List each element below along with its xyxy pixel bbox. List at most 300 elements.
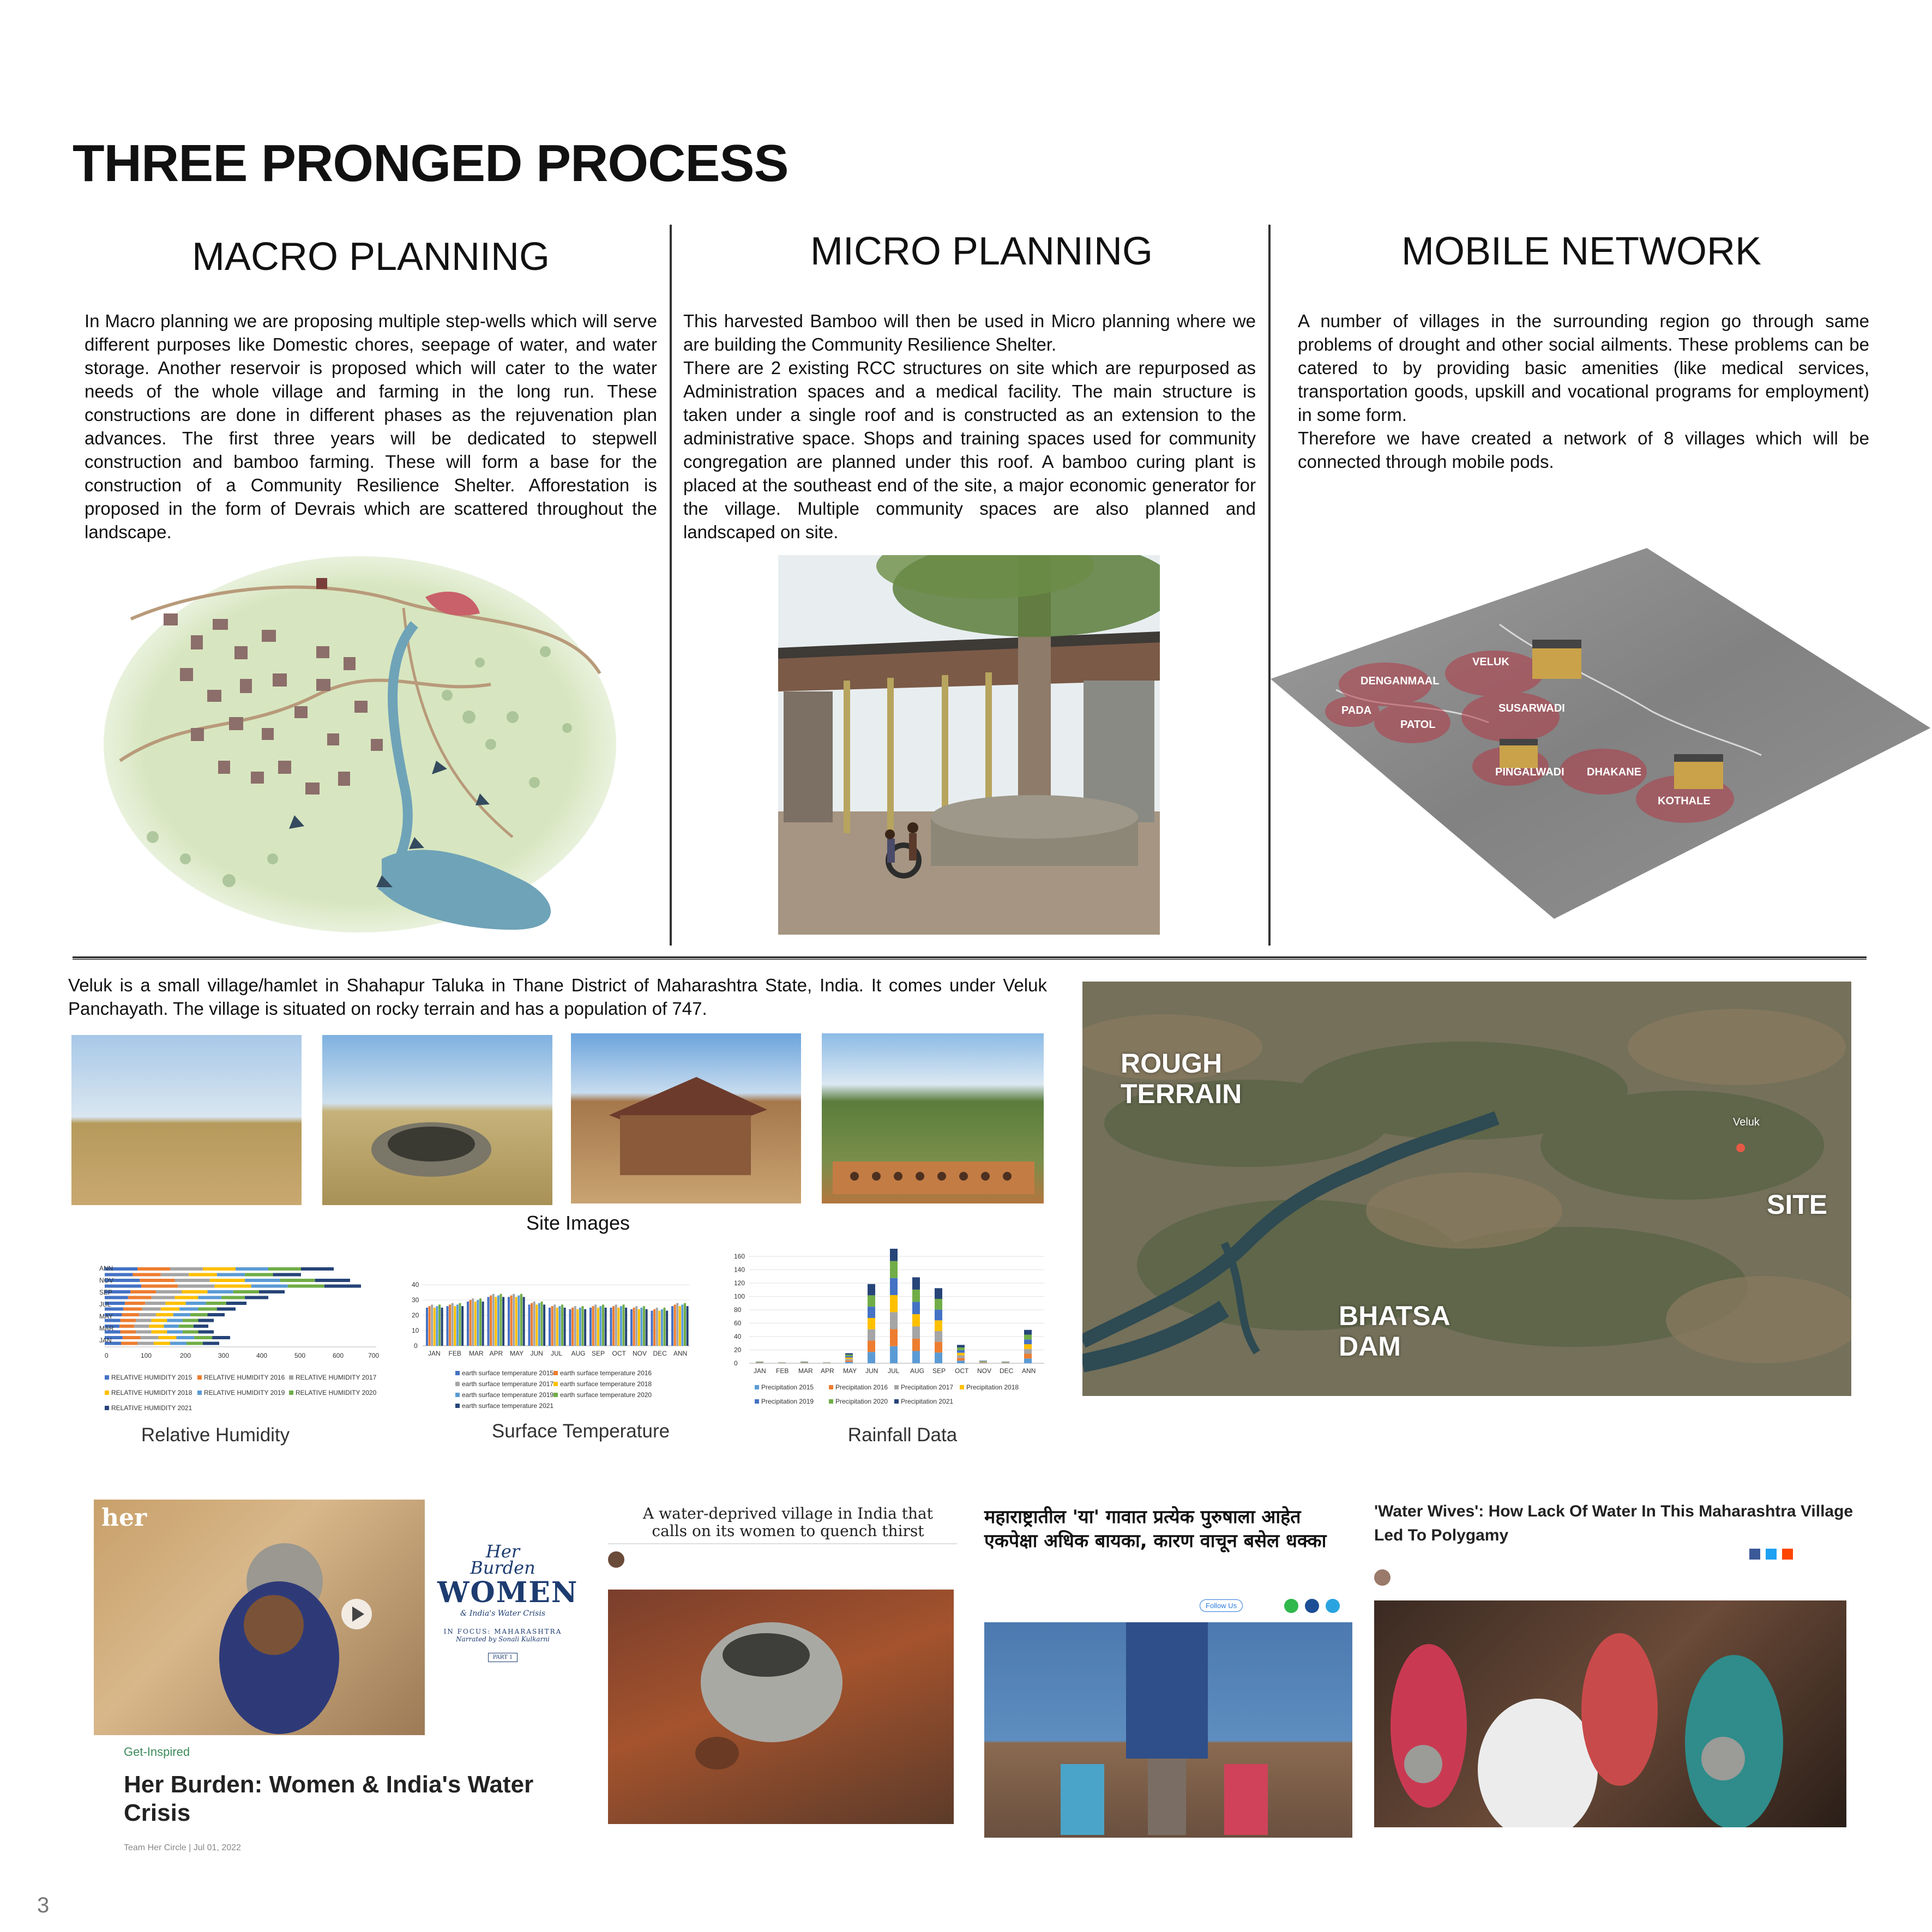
temperature-bar [615,1304,617,1346]
temperature-bar [576,1309,579,1346]
temperature-bar [571,1308,574,1346]
humidity-legend-2016: RELATIVE HUMIDITY 2016 [204,1374,285,1381]
humidity-bar-segment [233,1290,259,1293]
humidity-bar-segment [198,1296,221,1299]
humidity-bar-segment [301,1267,334,1271]
humidity-ylabel-may: MAY [99,1313,113,1320]
rainfall-month-label: SEP [932,1367,946,1375]
village-label-patol: PATOL [1400,719,1436,731]
rainfall-bar-segment [890,1295,898,1312]
share-reddit-icon[interactable] [1782,1549,1793,1560]
humidity-bar-segment [186,1302,206,1305]
rainfall-bar-segment [912,1351,920,1363]
article-water-wives[interactable] [1374,1494,1859,1854]
temperature-bar [477,1300,479,1346]
satellite-site-map [1082,982,1851,1396]
bhatsa-dam-label-line1: BHATSA [1339,1301,1450,1331]
humidity-bar-segment [179,1308,198,1311]
humidity-bar-segment [164,1325,179,1328]
humidity-bar-segment [170,1342,186,1345]
rainfall-bar-segment [957,1345,965,1347]
humidity-bar-segment [194,1325,208,1328]
humidity-bar-segment [288,1285,324,1288]
temperature-bar [551,1306,553,1346]
bhatsa-dam-label [1339,1301,1450,1362]
humidity-bar-segment [176,1336,194,1339]
temperature-bar [454,1306,456,1346]
temperature-bar [687,1306,689,1346]
temperature-bar [610,1308,612,1346]
temperature-bar [681,1304,683,1346]
rainfall-bar-segment [845,1361,853,1362]
temperature-bar [646,1309,648,1346]
temperature-bar [558,1306,561,1346]
site-label: SITE [1767,1189,1828,1220]
side-title-focus: IN FOCUS: MAHARASHTRA [443,1628,562,1635]
humidity-bar-segment [182,1290,207,1293]
rainfall-bar-segment [912,1290,920,1302]
temperature-bar [531,1303,533,1346]
humidity-bar-segment [178,1285,214,1288]
temperature-bar [661,1309,663,1346]
rainfall-month-label: JAN [754,1367,766,1375]
section-divider [73,956,1867,960]
temperature-bar [523,1297,525,1346]
temperature-bar [599,1306,601,1346]
temperature-bar [602,1304,604,1346]
humidity-legend-2018: RELATIVE HUMIDITY 2018 [111,1389,192,1397]
humidity-xtick-500: 500 [294,1352,306,1359]
humidity-bar-segment [121,1319,136,1322]
rainfall-bar-segment [890,1261,898,1278]
humidity-ylabel-nov: NOV [99,1277,114,1284]
rainfall-bar-segment [868,1307,875,1318]
temperature-bar [684,1303,686,1346]
temperature-bar [528,1304,531,1346]
mobile-network-map [1271,548,1930,919]
rainfall-bar-segment [890,1249,898,1261]
temperature-bar [436,1306,438,1346]
rainfall-bar-segment [957,1353,965,1356]
humidity-bar-segment [245,1296,268,1299]
temperature-bar [617,1308,619,1346]
article-water-deprived-photo [608,1590,954,1824]
humidity-legend-2020: RELATIVE HUMIDITY 2020 [296,1389,377,1397]
humidity-xtick-400: 400 [256,1352,268,1359]
humidity-bar-segment [123,1308,142,1311]
side-title-women: WOMEN [437,1576,579,1609]
temperature-month-label: FEB [448,1350,461,1357]
humidity-bar-segment [179,1325,194,1328]
humidity-bar-segment [236,1267,268,1271]
temperature-bar [643,1306,645,1346]
micro-planning-text-2: There are 2 existing RCC structures on site which are repurposed as Administration spaces and a medical facility. The main structure is taken under a single roof and is constructed as an extension to the administrative space. Shops and training spaces used for community congregation are planned under this roof. A bamboo curing plant is placed at the southeast end of the site, a major economic generator for the village. Multiple community spaces are also planned and landscaped on site. [683,358,1256,542]
temp-ytick-10: 10 [412,1327,419,1334]
share-facebook-icon[interactable] [1749,1549,1760,1560]
rainfall-month-label: OCT [955,1367,969,1375]
humidity-ylabel-sep: SEP [99,1289,113,1296]
temperature-bar [495,1297,497,1346]
humidity-bar-segment [208,1313,225,1316]
temp-legend-2017: earth surface temperature 2017 [462,1380,554,1388]
humidity-bar-segment [159,1336,177,1339]
rainfall-month-label: MAY [843,1367,857,1375]
macro-planning-text: In Macro planning we are proposing multiple step-wells which will serve different purposes like Domestic chores, seepage of water, and water storage. Another reservoir is proposed which will cater to the water needs of the whole village and farming in the long run. These constructions are done in different phases as the rejuvenation plan advances. The first three years will be dedicated to stepwell construction and bamboo farming. These will form a base for the construction of a Community Resilience Shelter. Afforestation is proposed in the form of Devrais which are scattered throughout the landscape. [85,311,657,542]
rainfall-bar-segment [912,1314,920,1327]
surface-temperature-caption: Surface Temperature [491,1421,670,1442]
rainfall-bar-segment [868,1295,875,1307]
temperature-bar [479,1298,482,1346]
humidity-bar-segment [154,1342,170,1345]
micro-planning-heading: MICRO PLANNING [810,230,1153,273]
temperature-bar [510,1296,513,1346]
humidity-bar-segment [324,1285,361,1288]
humidity-bar-segment [203,1267,236,1271]
rainfall-bar-segment [957,1356,965,1358]
facebook-icon[interactable] [1305,1599,1319,1613]
temperature-bar [638,1309,640,1346]
temperature-bar [474,1302,477,1346]
humidity-bar-segment [156,1313,173,1316]
temperature-bar [500,1294,502,1346]
humidity-bar-segment [137,1342,154,1345]
temperature-bar [579,1308,581,1346]
humidity-bar-segment [189,1273,216,1277]
humidity-bar-segment [161,1308,179,1311]
humidity-bar-segment [226,1302,246,1305]
temperature-bar [620,1306,622,1346]
temperature-bar [513,1294,515,1346]
rainfall-bar-segment [890,1346,898,1363]
humidity-bar-segment [137,1267,170,1271]
temperature-bar [459,1303,461,1346]
village-label-kothale: KOTHALE [1658,795,1711,807]
temperature-bars [426,1294,689,1346]
rainfall-bar-segment [1024,1330,1032,1335]
temperature-bar [605,1308,607,1346]
rainfall-month-label: DEC [1000,1367,1014,1375]
her-burden-side-title [437,1541,579,1662]
humidity-bar-segment [130,1290,156,1293]
humidity-bar-segment [105,1273,133,1277]
temperature-bar [625,1308,627,1346]
humidity-bar-segment [273,1273,301,1277]
humidity-bar-segment [203,1342,219,1345]
rainfall-bar-segment [957,1347,965,1350]
humidity-bar-segment [121,1331,136,1334]
rainfall-ytick: 140 [734,1266,745,1274]
article-her-burden-photo [94,1500,425,1735]
article-marathi-headline[interactable]: महाराष्ट्रातील 'या' गावात प्रत्येक पुरुषाला आहेत एकपेक्षा अधिक बायका, कारण वाचून बसेल धक्का [984,1506,1327,1552]
temperature-bar [612,1306,615,1346]
rainfall-ytick: 40 [734,1333,742,1340]
temperature-bar [651,1311,653,1346]
rainfall-bar-segment [845,1359,853,1361]
rainfall-ytick: 60 [734,1319,742,1327]
macro-plan-map [98,553,622,935]
humidity-bar-segment [152,1331,167,1334]
humidity-legend-2019: RELATIVE HUMIDITY 2019 [204,1389,285,1397]
humidity-bar-segment [210,1279,245,1282]
rainfall-bar-segment [935,1331,942,1342]
village-label-denganmaal: DENGANMAAL [1361,675,1440,687]
humidity-bar-segment [251,1285,288,1288]
rainfall-month-label: JUN [865,1367,878,1375]
mobile-network-text-2: Therefore we have created a network of 8 villages which will be connected through mobile pods. [1298,428,1869,472]
follow-us-button[interactable]: Follow Us [1200,1599,1243,1612]
rainfall-ytick: 120 [734,1279,745,1287]
rainfall-chart [731,1249,1050,1412]
temperature-month-label: MAR [469,1350,484,1357]
article-water-wives-photo [1374,1600,1846,1827]
temperature-month-label: JUN [530,1350,543,1357]
bhatsa-dam-label-line2: DAM [1339,1331,1401,1362]
temperature-bar [434,1308,436,1346]
temperature-bar [640,1308,642,1346]
rainfall-ytick: 20 [734,1346,742,1354]
temperature-bar [467,1302,469,1346]
rainfall-bar-segment [957,1350,965,1353]
temp-legend-2016: earth surface temperature 2016 [560,1369,652,1377]
article-marathi[interactable] [984,1494,1355,1854]
temperature-bar [447,1306,449,1346]
article-her-burden-headline[interactable]: Her Burden: Women & India's Water Crisis [124,1771,534,1826]
temperature-bar [472,1298,474,1346]
rainfall-bar-segment [868,1352,875,1363]
humidity-bar-segment [142,1308,161,1311]
rough-terrain-label-line1: ROUGH [1121,1048,1223,1079]
rough-terrain-label-line2: TERRAIN [1121,1079,1242,1109]
mobile-network-heading: MOBILE NETWORK [1401,230,1762,273]
temperature-bar [470,1300,472,1346]
temperature-bar [535,1304,538,1346]
rainfall-ytick: 100 [734,1292,745,1301]
temperature-bar [671,1306,673,1346]
community-shelter-render [778,555,1160,935]
rainfall-bar-segment [1024,1344,1032,1349]
rainfall-caption: Rainfall Data [847,1424,958,1446]
rainfall-bar-segment [912,1326,920,1339]
rainfall-bar-segment [935,1288,942,1299]
temperature-bar [569,1309,571,1346]
humidity-legend-2017: RELATIVE HUMIDITY 2017 [296,1374,377,1381]
temp-legend-2020: earth surface temperature 2020 [560,1391,652,1399]
temperature-bar [533,1302,535,1346]
humidity-bar-segment [206,1302,226,1305]
humidity-bar-segment [136,1331,152,1334]
author-avatar [608,1551,624,1568]
temperature-bar [592,1306,594,1346]
share-twitter-icon[interactable] [1766,1549,1777,1560]
humidity-bar-segment [125,1302,145,1305]
rain-legend-2019: Precipitation 2019 [761,1398,814,1405]
temperature-bar [429,1306,431,1346]
humidity-bar-segment [183,1319,198,1322]
humidity-bar-segment [186,1342,203,1345]
temperature-bar [556,1308,558,1346]
her-circle-logo: her [101,1504,147,1532]
article-water-deprived-headline[interactable]: A water-deprived village in India that calls on its women to quench thirst [643,1504,933,1540]
article-water-wives-headline[interactable]: 'Water Wives': How Lack Of Water In This Maharashtra Village Led To Polygamy [1374,1502,1853,1544]
rainfall-ytick-labels [734,1253,745,1367]
humidity-bar-segment [170,1267,203,1271]
rainfall-bar-segment [845,1353,853,1355]
humidity-bar-segment [105,1285,141,1288]
humidity-bar-segment [173,1313,190,1316]
temperature-month-label: MAY [510,1350,524,1357]
rainfall-bar-segment [935,1320,942,1331]
rainfall-bar-segment [979,1362,987,1363]
site-image-dam [822,1033,1044,1203]
rainfall-month-labels [754,1367,1036,1375]
surface-temperature-chart [406,1271,695,1423]
humidity-bar-segment [315,1279,350,1282]
humidity-xtick-100: 100 [141,1352,152,1359]
temperature-bar [623,1304,625,1346]
humidity-bar-segment [245,1279,280,1282]
humidity-bar-segment [208,1290,233,1293]
site-image-grassland [71,1035,302,1205]
rainfall-month-label: AUG [910,1367,925,1375]
temperature-bar [438,1304,441,1346]
relative-humidity-caption: Relative Humidity [141,1424,290,1446]
humidity-bar-segment [198,1331,214,1334]
temperature-bar [674,1304,676,1346]
humidity-bar-segment [280,1279,315,1282]
humidity-bar-segment [190,1313,207,1316]
temperature-bar [594,1304,597,1346]
humidity-bar-segment [140,1279,174,1282]
rainfall-month-label: MAR [798,1367,813,1375]
humidity-xtick-700: 700 [368,1352,380,1359]
rainfall-month-label: APR [821,1367,834,1375]
humidity-bar-segment [141,1336,159,1339]
article-marathi-photo [984,1622,1352,1838]
temperature-bar [515,1297,517,1346]
rainfall-bar-segment [957,1358,965,1361]
rainfall-bar-segment [912,1277,920,1290]
humidity-xtick-600: 600 [333,1352,344,1359]
humidity-bar-segment [183,1331,198,1334]
humidity-xtick-200: 200 [180,1352,191,1359]
temperature-month-label: ANN [673,1350,688,1357]
temp-ytick-30: 30 [412,1296,419,1304]
rainfall-bar-segment [890,1329,898,1346]
village-label-dhakane: DHAKANE [1587,766,1641,778]
temperature-bar [564,1308,566,1346]
humidity-bar-segment [198,1319,214,1322]
temperature-month-label: SEP [592,1350,605,1357]
column-divider-1 [670,225,672,946]
temp-ytick-20: 20 [412,1311,419,1319]
village-label-pingalwadi: PINGALWADI [1495,766,1564,778]
veluk-pin-label: Veluk [1733,1116,1760,1128]
site-image-house [571,1033,801,1203]
temp-legend-2021: earth surface temperature 2021 [462,1402,554,1410]
rainfall-ytick: 80 [734,1306,742,1314]
temperature-bar [456,1304,459,1346]
temperature-month-labels [428,1350,687,1357]
whatsapp-icon[interactable] [1284,1599,1298,1613]
article-divider [608,1543,957,1544]
humidity-bar-segment [121,1342,137,1345]
article-byline: Team Her Circle | Jul 01, 2022 [124,1843,241,1852]
temperature-bar [508,1297,510,1346]
humidity-bar-segment [245,1273,273,1277]
temperature-bar [656,1308,658,1346]
temp-legend-2019: earth surface temperature 2019 [462,1391,554,1399]
humidity-bar-segment [156,1290,182,1293]
humidity-bar-segment [268,1267,301,1271]
humidity-ylabel-ann: ANN [99,1265,113,1272]
rainfall-bar-segment [1024,1354,1032,1359]
temperature-month-label: NOV [633,1350,647,1357]
rainfall-bar-segment [1024,1349,1032,1354]
temperature-month-label: APR [489,1350,503,1357]
temperature-bar [553,1304,556,1346]
macro-planning-heading: MACRO PLANNING [191,235,550,279]
rainfall-bar-segment [935,1310,942,1321]
humidity-bar-segment [221,1296,245,1299]
temperature-month-label: AUG [571,1350,586,1357]
side-title-part: PART 1 [488,1653,518,1662]
humidity-bar-segment [119,1325,134,1328]
temperature-bar [584,1309,586,1346]
humidity-bar-segment [212,1336,230,1339]
village-label-pada: PADA [1341,705,1372,717]
temp-ytick-40: 40 [412,1281,419,1289]
rainfall-bar-segment [845,1362,853,1363]
humidity-legend-2021: RELATIVE HUMIDITY 2021 [111,1404,192,1412]
humidity-bar-segment [217,1308,236,1311]
article-water-deprived-village[interactable] [608,1494,957,1854]
humidity-bar-segment [128,1296,152,1299]
temperature-bar [492,1294,495,1346]
humidity-ylabel-jul: JUL [99,1301,111,1308]
humidity-bar-segment [152,1319,167,1322]
temperature-bar [543,1304,545,1346]
site-intro-text: Veluk is a small village/hamlet in Shahapur Taluka in Thane District of Maharashtra State, India. It comes under Veluk Panchayath. The village is situated on rocky terrain and has a population of 747. [68,975,1047,1019]
rainfall-bar-segment [935,1342,942,1353]
temperature-bar [431,1304,433,1346]
side-title-sub: & India's Water Crisis [460,1609,546,1618]
temperature-bar [541,1302,543,1346]
temperature-bar [679,1306,681,1346]
page-number: 3 [37,1893,50,1917]
humidity-bar-segment [139,1313,156,1316]
temperature-bar [482,1302,484,1346]
humidity-legend-2015: RELATIVE HUMIDITY 2015 [111,1374,192,1381]
page-title: THREE PRONGED PROCESS [73,134,789,192]
humidity-bar-segment [175,1296,198,1299]
rainfall-month-label: JUL [888,1367,900,1375]
humidity-bar-segment [123,1336,141,1339]
humidity-bars [105,1267,361,1345]
temperature-bar [633,1308,635,1346]
temperature-bar [441,1308,443,1346]
twitter-icon[interactable] [1326,1599,1340,1613]
humidity-bar-segment [161,1273,189,1277]
article-her-burden[interactable] [94,1500,579,1854]
temp-legend-2015: earth surface temperature 2015 [462,1369,554,1377]
side-title-narrator: Narrated by Sonali Kulkarni [456,1635,550,1643]
rainfall-bar-segment [935,1352,942,1363]
rain-legend-2016: Precipitation 2016 [835,1383,888,1391]
micro-planning-text-1: This harvested Bamboo will then be used in Micro planning where we are building the Community Resilience Shelter. [683,311,1256,354]
article-category[interactable]: Get-Inspired [124,1745,190,1759]
rainfall-bar-segment [1024,1339,1032,1344]
rainfall-bar-segment [890,1278,898,1295]
